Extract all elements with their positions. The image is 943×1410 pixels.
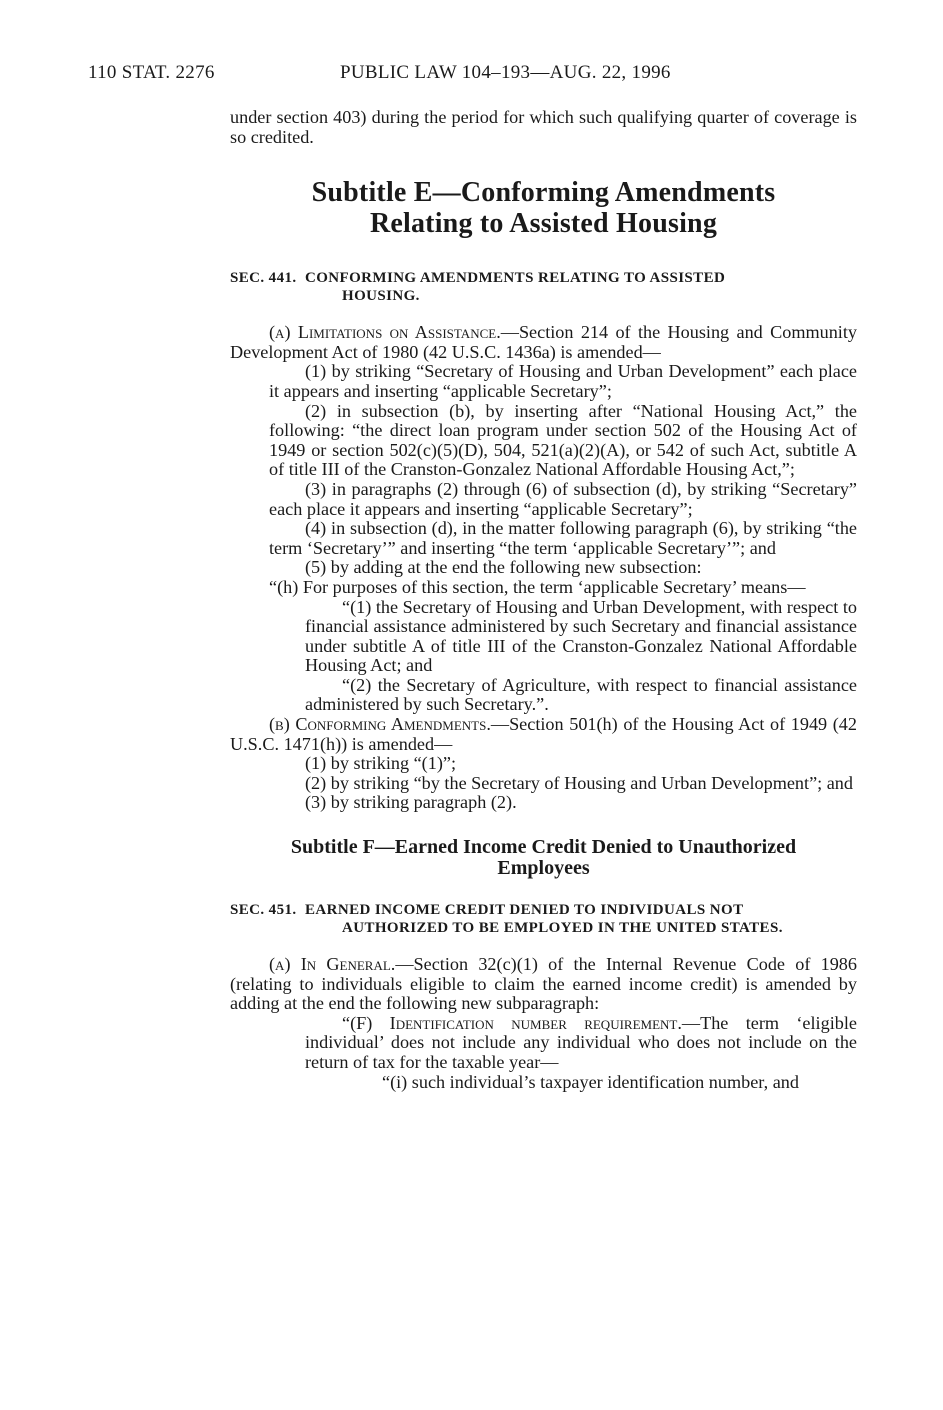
paragraph-441-b1: (1) by striking “(1)”; xyxy=(305,753,457,774)
section-441-number: SEC. 441. xyxy=(230,270,297,287)
page-body xyxy=(230,108,857,1092)
new-subsection-h-2: “(2) the Secretary of Agriculture, with respect to financial assistance administered by such Secretary.”. xyxy=(305,674,857,715)
paragraph-441-a4: (4) in subsection (d), in the matter following paragraph (6), by striking “the term ‘Secretary’” and inserting “the term ‘applicable Secretary’”; and xyxy=(269,518,857,558)
section-451-title-line1: EARNED INCOME CREDIT DENIED TO INDIVIDUALS NOT xyxy=(305,902,744,919)
section-441-heading xyxy=(230,269,857,305)
subsection-441-a-heading: (a) Limitations on Assistance. xyxy=(269,322,501,343)
subparagraph-f-heading: “(F) Identification number requirement. xyxy=(342,1012,682,1033)
subtitle-f-heading xyxy=(230,837,857,879)
paragraph-441-a2: (2) in subsection (b), by inserting after “National Housing Act,” the following: “the direct loan program under section 502 of the Housing Act of 1949 or section 502(c)(5)(D), 504, 521(a)(2)(A), or 542 of such Act, subtitle A of title III of the Cranston-Gonzalez National Affordable Housing Act,”; xyxy=(269,400,857,480)
subtitle-f-line1: Subtitle F—Earned Income Credit Denied to Unauthorized xyxy=(290,836,797,859)
subsection-441-b xyxy=(230,715,857,754)
paragraph-441-a1: (1) by striking “Secretary of Housing and Urban Development” each place it appears and inserting “applicable Secretary”; xyxy=(269,361,857,401)
subsection-441-a xyxy=(230,323,857,362)
subsection-451-a xyxy=(230,955,857,1014)
public-law-reference: PUBLIC LAW 104–193—AUG. 22, 1996 xyxy=(340,62,671,83)
subsection-441-b-text: —Section 501(h) of the Housing Act of 1949 (42 U.S.C. 1471(h)) is amended— xyxy=(230,714,857,754)
paragraph-441-a5: (5) by adding at the end the following new subsection: xyxy=(305,557,702,578)
clause-i: “(i) such individual’s taxpayer identification number, and xyxy=(382,1071,799,1092)
subparagraph-f-text: —The term ‘eligible individual’ does not include any individual who does not include on the return of tax for the taxable year— xyxy=(305,1012,857,1072)
subsection-441-a-text: —Section 214 of the Housing and Community Development Act of 1980 (42 U.S.C. 1436a) is amended— xyxy=(230,322,858,362)
section-451-heading xyxy=(230,901,857,937)
paragraph-441-b2: (2) by striking “by the Secretary of Housing and Urban Development”; and xyxy=(305,772,853,793)
continuation-paragraph: under section 403) during the period for which such qualifying quarter of coverage is so credited. xyxy=(230,107,857,147)
subtitle-e-heading xyxy=(230,177,857,239)
subsection-451-a-text: —Section 32(c)(1) of the Internal Revenue Code of 1986 (relating to individuals eligible to claim the earned income credit) is amended by adding at the end the following new subparagraph: xyxy=(230,954,857,1014)
section-451-number: SEC. 451. xyxy=(230,902,297,919)
statute-page-reference: 110 STAT. 2276 xyxy=(88,62,215,83)
new-subsection-h-1: “(1) the Secretary of Housing and Urban Development, with respect to financial assistance administered by such Secretary and financial assistance under subtitle A of title III of the Cranston-Gonzalez National Affordable Housing Act; and xyxy=(305,596,857,676)
subsection-451-a-heading: (a) In General. xyxy=(269,954,396,975)
subsection-441-b-heading: (b) Conforming Amendments. xyxy=(269,714,491,735)
subtitle-e-line2: Relating to Assisted Housing xyxy=(369,208,718,240)
paragraph-441-b3: (3) by striking paragraph (2). xyxy=(305,792,517,813)
subtitle-e-line1: Subtitle E—Conforming Amendments xyxy=(311,177,776,209)
page-header xyxy=(88,62,788,84)
section-451-title-line2: AUTHORIZED TO BE EMPLOYED IN THE UNITED STATES. xyxy=(342,920,783,937)
subtitle-f-line2: Employees xyxy=(497,857,590,880)
paragraph-441-a3: (3) in paragraphs (2) through (6) of subsection (d), by striking “Secretary” each place it appears and inserting “applicable Secretary”; xyxy=(269,478,857,519)
subparagraph-f xyxy=(230,1014,857,1073)
section-441-title-line2: HOUSING. xyxy=(342,288,420,305)
section-441-title-line1: CONFORMING AMENDMENTS RELATING TO ASSISTED xyxy=(305,270,726,287)
new-subsection-h: “(h) For purposes of this section, the term ‘applicable Secretary’ means— xyxy=(269,576,806,597)
